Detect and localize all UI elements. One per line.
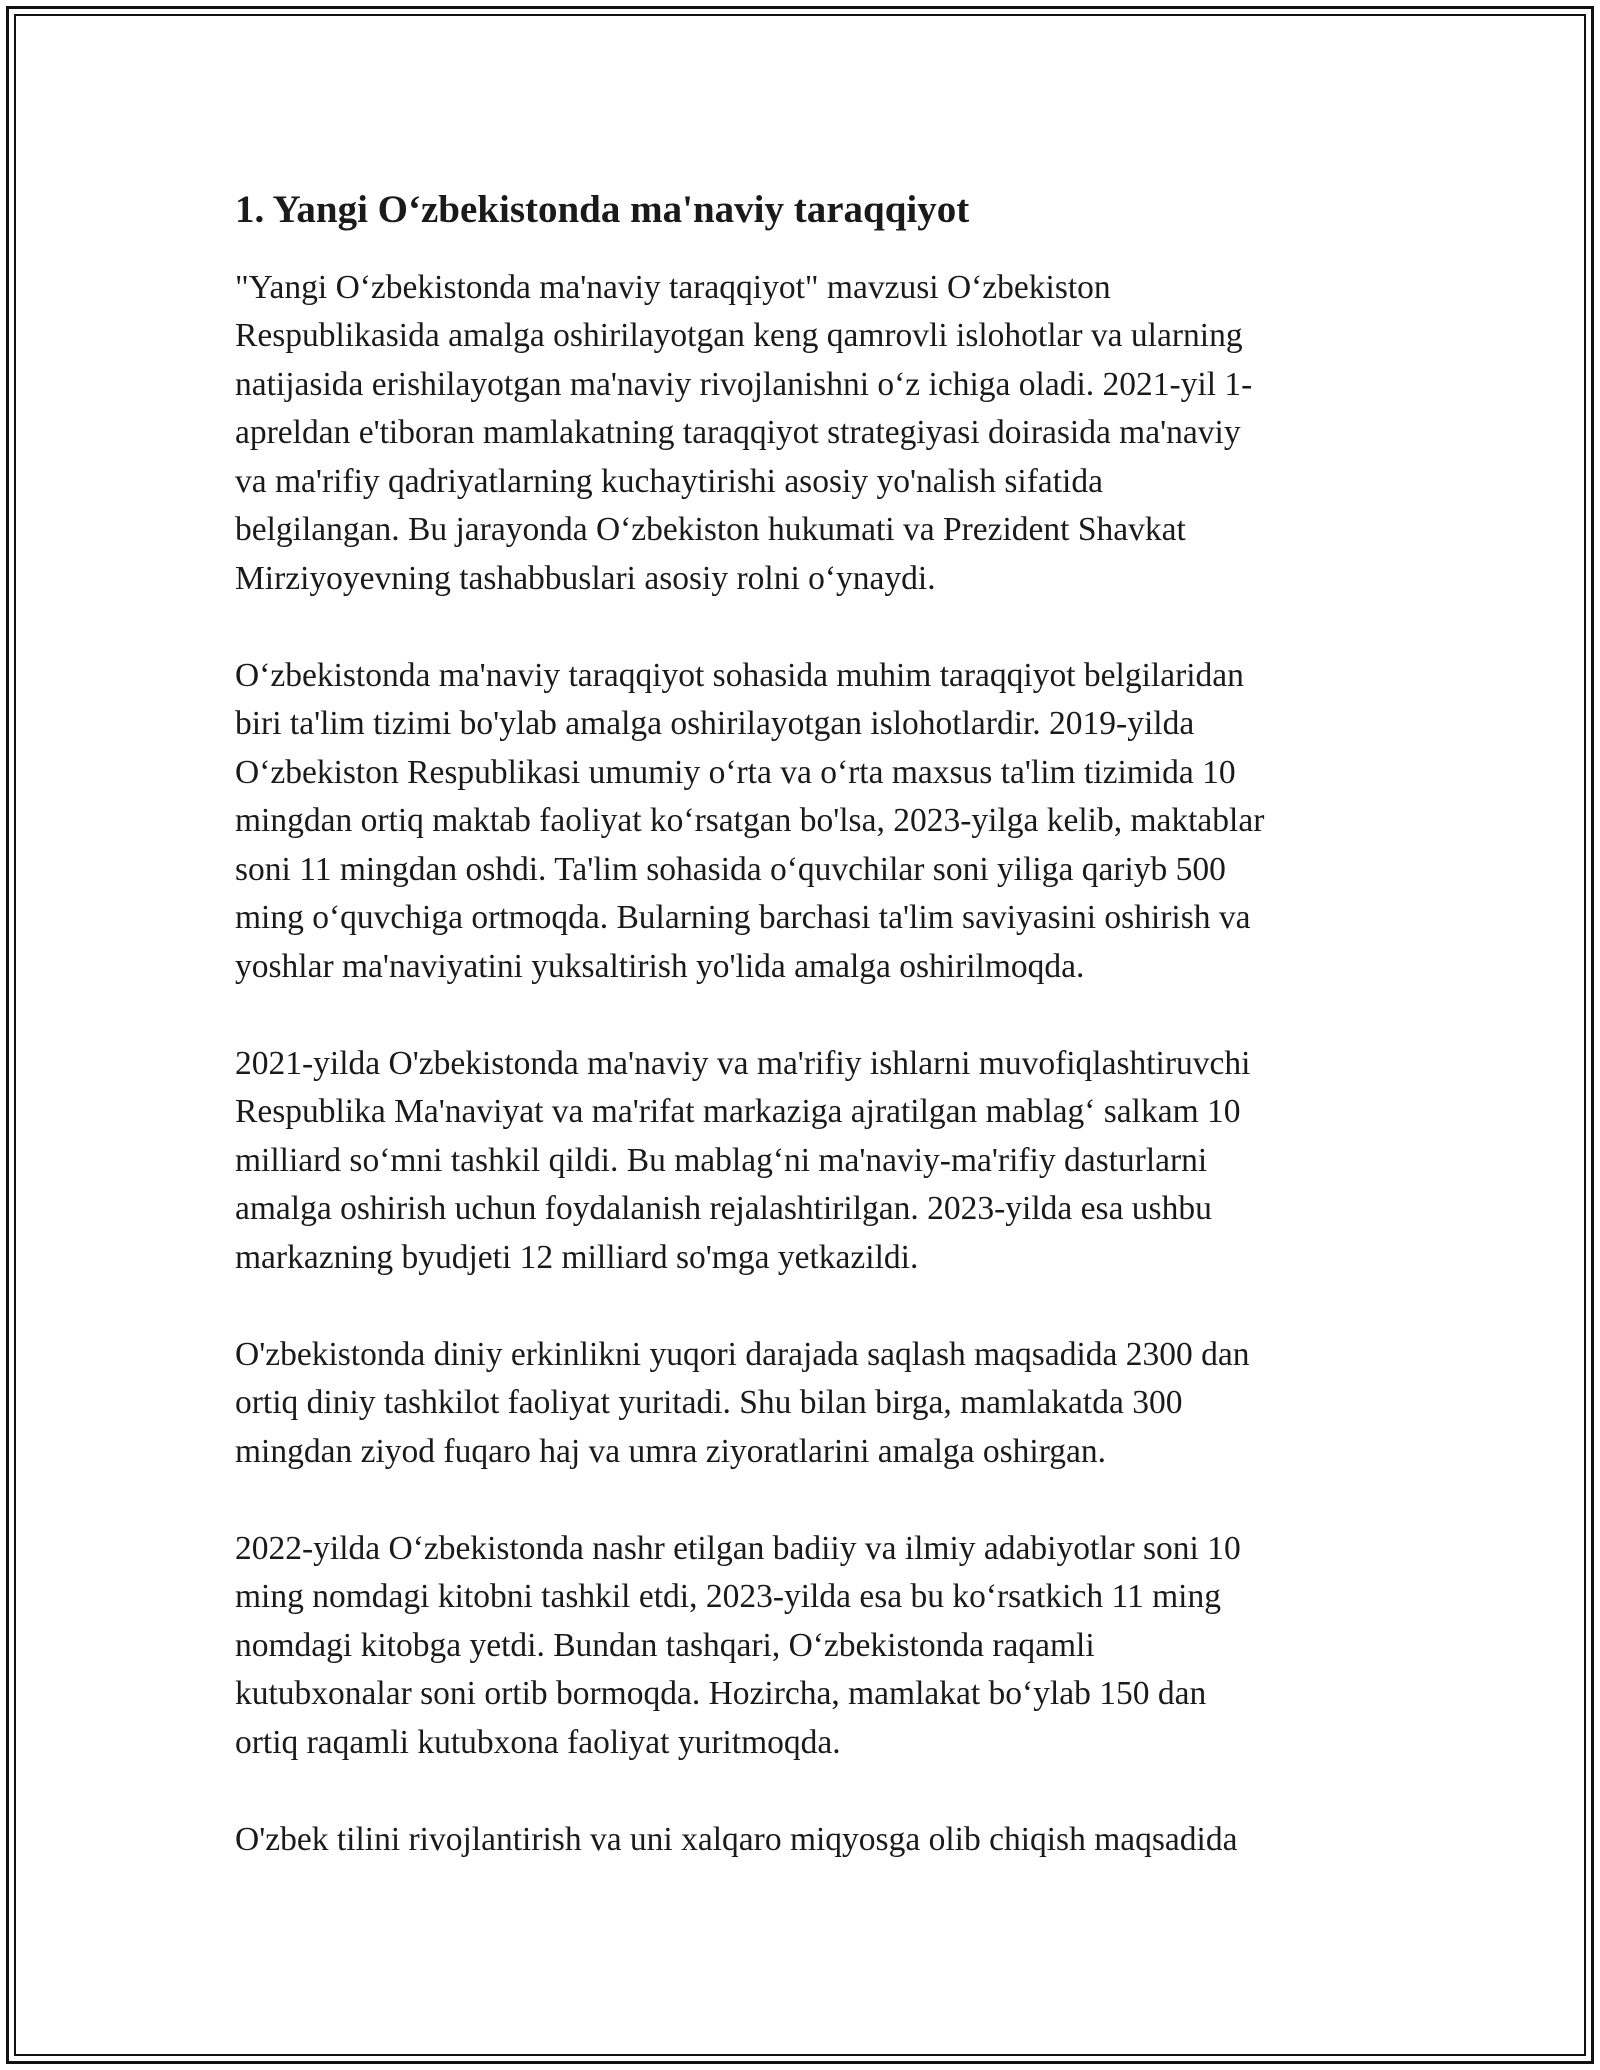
paragraph-4: O'zbekistonda diniy erkinlikni yuqori darajada saqlash maqsadida 2300 dan ortiq diniy tashkilot faoliyat yuritadi. Shu bilan birga, mamlakatda 300 mingdan ziyod fuqaro haj va umra ziyoratlarini amalga oshirgan. <box>235 1335 1250 1470</box>
paragraph-1: "Yangi O‘zbekistonda ma'naviy taraqqiyot" mavzusi O‘zbekiston Respublikasida amalga oshirilayotgan keng qamrovli islohotlar va ularning natijasida erishilayotgan ma'naviy rivojlanishni o‘z ichiga oladi. 2021-yil 1- apreldan e'tiboran mamlakatning taraqqiyot strategiyasi doirasida ma'naviy va ma'rifiy qadriyatlarning kuchaytirishi asosiy yo'nalish sifatida belgilangan. Bu jarayonda O‘zbekiston hukumati va Prezident Shavkat Mirziyoyevning tashabbuslari asosiy rolni o‘ynaydi. <box>235 268 1253 597</box>
document-title: 1. Yangi O‘zbekistonda ma'naviy taraqqiyot <box>235 188 970 231</box>
paragraph-2: O‘zbekistonda ma'naviy taraqqiyot sohasida muhim taraqqiyot belgilaridan biri ta'lim tizimi bo'ylab amalga oshirilayotgan islohotlardir. 2019-yilda O‘zbekiston Respublikasi umumiy o‘rta va o‘rta maxsus ta'lim tizimida 10 mingdan ortiq maktab faoliyat ko‘rsatgan bo'lsa, 2023-yilga kelib, maktablar soni 11 mingdan oshdi. Ta'lim sohasida o‘quvchilar soni yiliga qariyb 500 ming o‘quvchiga ortmoqda. Bularning barchasi ta'lim saviyasini oshirish va yoshlar ma'naviyatini yuksaltirish yo'lida amalga oshirilmoqda. <box>235 656 1265 985</box>
document-body <box>235 185 1385 1913</box>
paragraph-6: O'zbek tilini rivojlantirish va uni xalqaro miqyosga olib chiqish maqsadida <box>235 1820 1238 1858</box>
paragraph-5: 2022-yilda O‘zbekistonda nashr etilgan badiiy va ilmiy adabiyotlar soni 10 ming nomdagi kitobni tashkil etdi, 2023-yilda esa bu ko‘rsatkich 11 ming nomdagi kitobga yetdi. Bundan tashqari, O‘zbekistonda raqamli kutubxonalar soni ortib bormoqda. Hozircha, mamlakat bo‘ylab 150 dan ortiq raqamli kutubxona faoliyat yuritmoqda. <box>235 1529 1241 1761</box>
paragraph-3: 2021-yilda O'zbekistonda ma'naviy va ma'rifiy ishlarni muvofiqlashtiruvchi Respublika Ma'naviyat va ma'rifat markaziga ajratilgan mablag‘ salkam 10 milliard so‘mni tashkil qildi. Bu mablag‘ni ma'naviy-ma'rifiy dasturlarni amalga oshirish uchun foydalanish rejalashtirilgan. 2023-yilda esa ushbu markazning byudjeti 12 milliard so'mga yetkazildi. <box>235 1044 1251 1276</box>
